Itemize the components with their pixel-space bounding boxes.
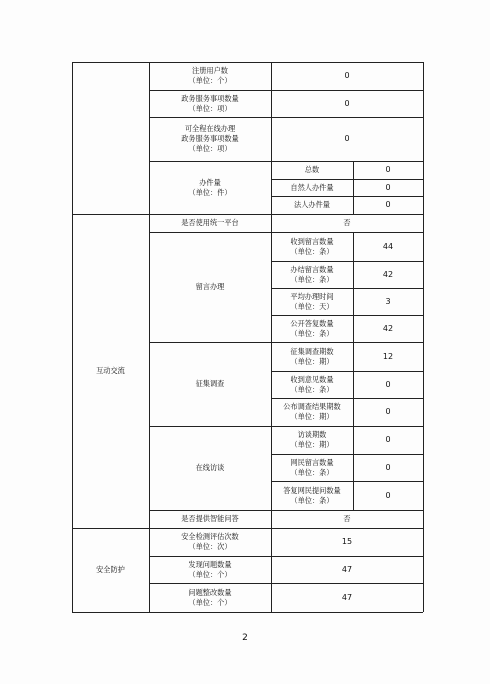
label-unit: （单位：个） xyxy=(188,76,232,85)
label-line: 收到留言数量 xyxy=(290,236,334,246)
label-unit: （单位：条） xyxy=(290,467,334,477)
public-replies-label xyxy=(271,315,353,342)
survey-title: 征集调查 xyxy=(195,379,225,388)
row-divider xyxy=(149,117,423,118)
table-border-bottom xyxy=(72,612,423,613)
case-natural-person-label: 自然人办件量 xyxy=(290,182,334,192)
row-divider xyxy=(271,454,423,455)
label-line: 政务服务事项数量 xyxy=(181,93,239,103)
table-border-right xyxy=(423,62,424,612)
label-unit: （单位：项） xyxy=(188,103,232,113)
label-unit: （单位：期） xyxy=(290,440,334,449)
label-unit: （单位：个） xyxy=(188,569,232,579)
label-unit: （单位：次） xyxy=(188,542,232,551)
row-divider xyxy=(149,161,423,162)
messages-received-label xyxy=(271,232,353,261)
section-divider xyxy=(72,528,423,529)
online-service-items-value: 0 xyxy=(344,134,350,143)
survey-results-published-value: 0 xyxy=(385,407,391,416)
label-line: 办结留言数量 xyxy=(290,264,334,274)
row-divider xyxy=(149,342,423,343)
row-divider xyxy=(271,398,423,399)
label-line: 网民留言数量 xyxy=(290,457,334,467)
label-line: 可全程在线办理 xyxy=(184,124,236,133)
column-divider xyxy=(271,62,272,612)
label-unit: （单位：项） xyxy=(188,144,232,153)
case-legal-person-value: 0 xyxy=(385,200,391,209)
public-replies-value: 42 xyxy=(382,323,394,333)
label-unit: （单位：件） xyxy=(188,187,232,197)
opinions-received-label xyxy=(271,371,353,398)
messages-completed-label xyxy=(271,261,353,288)
label-line: 发现问题数量 xyxy=(188,559,232,569)
messages-completed-value: 42 xyxy=(382,269,394,279)
label-unit: （单位：条） xyxy=(290,328,334,338)
label-line: 办件量 xyxy=(199,177,221,187)
section-divider xyxy=(72,214,423,215)
page-number: 2 xyxy=(242,633,248,643)
label-line: 答复网民提问数量 xyxy=(283,485,341,495)
label-unit: （单位：期） xyxy=(290,412,334,421)
label-unit: （单位：个） xyxy=(188,597,232,607)
label-line: 征集调查期数 xyxy=(290,346,334,356)
security-checks-value: 15 xyxy=(341,537,353,546)
label-unit: （单位：天） xyxy=(290,301,334,311)
netizen-questions-answered-value: 0 xyxy=(385,490,391,500)
table-border-top xyxy=(72,62,423,63)
service-items-value: 0 xyxy=(344,98,350,108)
case-total-label: 总数 xyxy=(304,165,320,174)
online-interview-title: 在线访谈 xyxy=(195,463,225,472)
unified-platform-label: 是否使用统一平台 xyxy=(181,218,239,227)
security-section-title: 安全防护 xyxy=(96,565,125,574)
label-line: 平均办理时间 xyxy=(290,291,334,301)
row-divider xyxy=(271,481,423,482)
label-unit: （单位：条） xyxy=(290,495,334,505)
table-border-left xyxy=(72,62,73,612)
service-items-label xyxy=(149,90,271,117)
label-line: 政务服务事项数量 xyxy=(181,134,239,143)
case-volume-label xyxy=(149,161,271,214)
label-unit: （单位：条） xyxy=(290,274,334,284)
netizen-messages-value: 0 xyxy=(385,462,391,472)
interview-periods-label xyxy=(271,426,353,454)
opinions-received-value: 0 xyxy=(385,379,391,389)
row-divider xyxy=(149,510,423,511)
row-divider xyxy=(149,90,423,91)
label-unit: （单位：条） xyxy=(290,384,334,394)
survey-periods-value: 12 xyxy=(382,351,394,361)
label-line: 公开答复数量 xyxy=(290,318,334,328)
interview-periods-value: 0 xyxy=(385,435,391,444)
case-legal-person-label: 法人办件量 xyxy=(294,200,330,209)
problems-found-label xyxy=(149,556,271,583)
case-natural-person-value: 0 xyxy=(385,182,391,192)
label-unit: （单位：期） xyxy=(290,356,334,366)
row-divider xyxy=(271,179,423,180)
row-divider xyxy=(271,371,423,372)
problems-rectified-value: 47 xyxy=(341,592,353,602)
row-divider xyxy=(271,315,423,316)
security-checks-label xyxy=(149,528,271,556)
average-handling-time-label xyxy=(271,288,353,315)
label-unit: （单位：条） xyxy=(290,246,334,256)
message-handling-title: 留言办理 xyxy=(195,282,225,291)
registered-users-value: 0 xyxy=(344,71,350,80)
netizen-messages-label xyxy=(271,454,353,481)
row-divider xyxy=(149,426,423,427)
label-line: 注册用户数 xyxy=(192,66,228,75)
smart-qa-label: 是否提供智能问答 xyxy=(181,514,239,523)
problems-found-value: 47 xyxy=(341,564,353,574)
case-total-value: 0 xyxy=(385,165,391,174)
messages-received-value: 44 xyxy=(382,241,394,251)
netizen-questions-answered-label xyxy=(271,481,353,510)
survey-results-published-label xyxy=(271,398,353,426)
label-line: 收到意见数量 xyxy=(290,374,334,384)
label-line: 访谈期数 xyxy=(297,430,327,439)
row-divider xyxy=(149,556,423,557)
label-line: 安全检测评估次数 xyxy=(181,532,239,541)
interaction-section-title: 互动交流 xyxy=(96,366,125,375)
average-handling-time-value: 3 xyxy=(385,296,391,306)
row-divider xyxy=(271,261,423,262)
survey-periods-label xyxy=(271,342,353,371)
column-divider xyxy=(353,161,354,214)
label-line: 问题整改数量 xyxy=(188,587,232,597)
row-divider xyxy=(149,232,423,233)
row-divider xyxy=(149,583,423,584)
registered-users-label xyxy=(149,62,271,90)
label-line: 公布调查结果期数 xyxy=(283,402,341,411)
column-divider xyxy=(149,62,150,612)
row-divider xyxy=(271,288,423,289)
unified-platform-value: 否 xyxy=(343,218,351,227)
online-service-items-label xyxy=(149,117,271,161)
problems-rectified-label xyxy=(149,583,271,612)
smart-qa-value: 否 xyxy=(343,514,351,523)
row-divider xyxy=(271,196,423,197)
